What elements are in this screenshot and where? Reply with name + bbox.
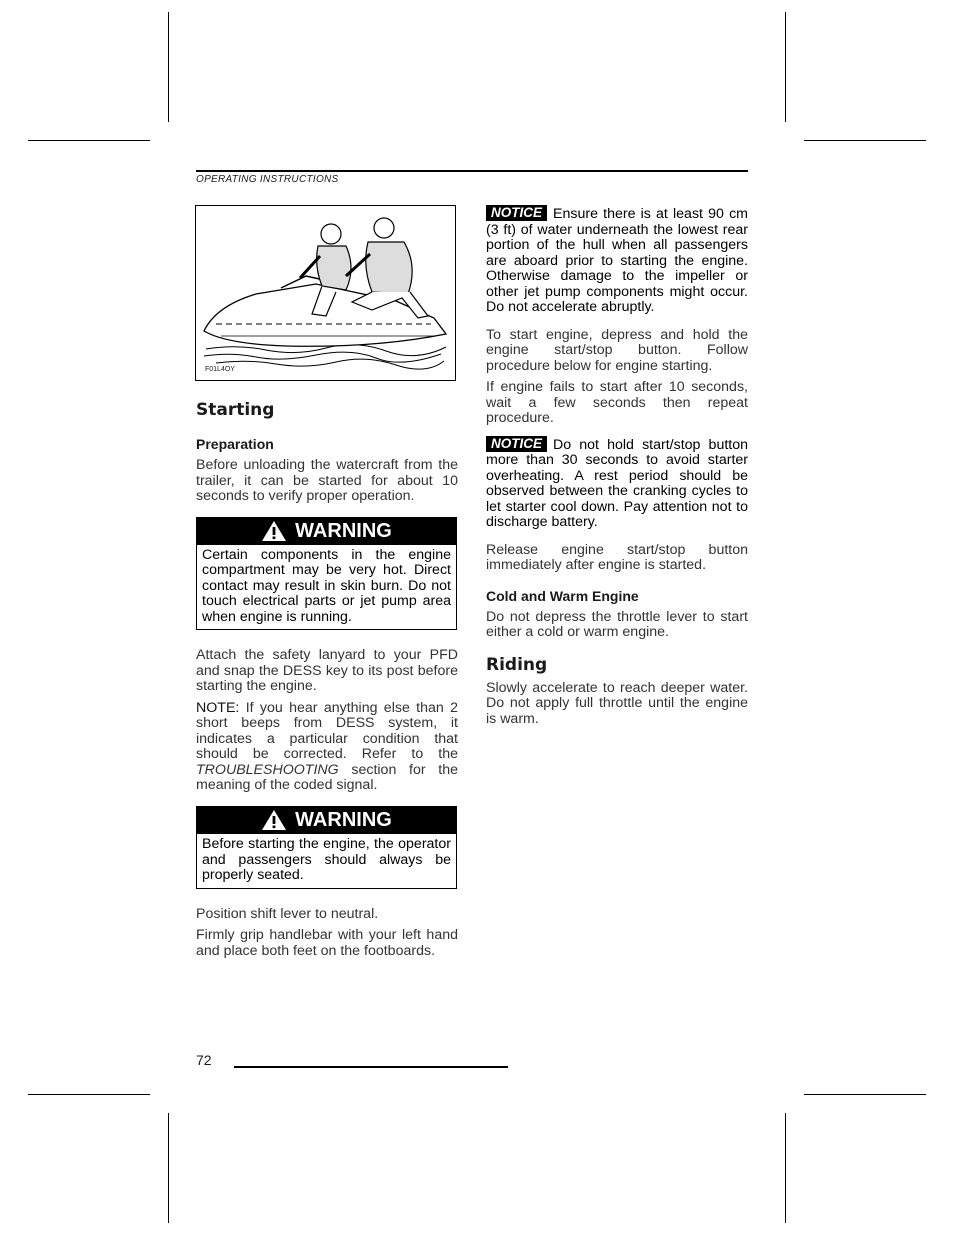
note-text-end: section for the meaning of the coded signal. (196, 761, 458, 794)
preparation-text: Before unloading the watercraft from the trailer, it can be started for about 10 seconds to verify proper operation. (196, 457, 458, 504)
running-head: OPERATING INSTRUCTIONS (196, 174, 339, 185)
subsection-title-cold-warm: Cold and Warm Engine (486, 587, 639, 604)
notice-text: Ensure there is at least 90 cm (3 ft) of water underneath the lowest rear portion of the hull when all passengers are aboard prior to starting the engine. Otherwise damage to the impeller or other jet pump components might occur. Do not accelerate abruptly. (486, 206, 748, 315)
notice-badge-2: NOTICE (486, 436, 547, 452)
watercraft-drawing (196, 206, 455, 380)
warning-box (196, 517, 457, 631)
crop-mark (168, 12, 169, 122)
section-title-riding: Riding (486, 654, 548, 675)
warning-triangle-icon (261, 520, 287, 542)
footer-rule (234, 1066, 508, 1068)
warning-label: WARNING (295, 519, 392, 542)
note-label: NOTE: (196, 699, 240, 716)
crop-mark (804, 1094, 926, 1095)
warning-label-2: WARNING (295, 808, 392, 831)
notice-paragraph (486, 205, 748, 316)
start-text: To start engine, depress and hold the engine start/stop button. Follow procedure below for engine starting. (486, 326, 748, 374)
header-rule (196, 170, 748, 172)
subsection-title-preparation: Preparation (196, 436, 274, 452)
right-column (486, 205, 748, 727)
crop-mark (28, 140, 150, 141)
warning-box-2 (196, 806, 457, 889)
crop-mark (785, 12, 786, 122)
figure-id: F01L4OY (205, 366, 235, 373)
notice-text-2: Do not hold start/stop button more than 30 seconds to avoid starter overheating. A rest period should be observed between the cranking cycles to let starter cool down. Pay attention not to discharge battery. (486, 436, 748, 530)
warning-header-2 (197, 807, 456, 834)
watercraft-illustration (195, 205, 456, 381)
warning-triangle-icon (261, 809, 287, 831)
grip-text: Firmly grip handlebar with your left hand and place both feet on the footboards. (196, 927, 458, 959)
crop-mark (804, 140, 926, 141)
crop-mark (785, 1113, 786, 1223)
page-number: 72 (196, 1052, 212, 1068)
notice-paragraph-2 (486, 436, 748, 531)
crop-mark (168, 1113, 169, 1223)
note-emphasis: TROUBLESHOOTING (196, 761, 339, 778)
warning-header (197, 518, 456, 545)
lanyard-text: Attach the safety lanyard to your PFD and snap the DESS key to its post before starting the engine. (196, 647, 458, 695)
riding-text: Slowly accelerate to reach deeper water. Do not apply full throttle until the engine is warm. (486, 679, 748, 727)
notice-badge: NOTICE (486, 205, 547, 221)
shift-text: Position shift lever to neutral. (196, 905, 379, 922)
note-paragraph (196, 701, 458, 794)
note-text: If you hear anything else than 2 short beeps from DESS system, it indicates a particular condition that should be corrected. Refer to the (196, 699, 458, 763)
crop-mark (28, 1094, 150, 1095)
fail-text: If engine fails to start after 10 seconds, wait a few seconds then repeat procedure. (486, 379, 748, 426)
warning-text: Certain components in the engine compartment may be very hot. Direct contact may result in skin burn. Do not touch electrical parts or jet pump area when engine is running. (202, 546, 451, 625)
left-column (196, 400, 458, 959)
release-text: Release engine start/stop button immediately after engine is started. (486, 541, 748, 573)
section-title-starting: Starting (196, 400, 275, 420)
warning-text-2: Before starting the engine, the operator and passengers should always be properly seated. (202, 835, 451, 884)
cold-warm-text: Do not depress the throttle lever to start either a cold or warm engine. (486, 608, 748, 640)
